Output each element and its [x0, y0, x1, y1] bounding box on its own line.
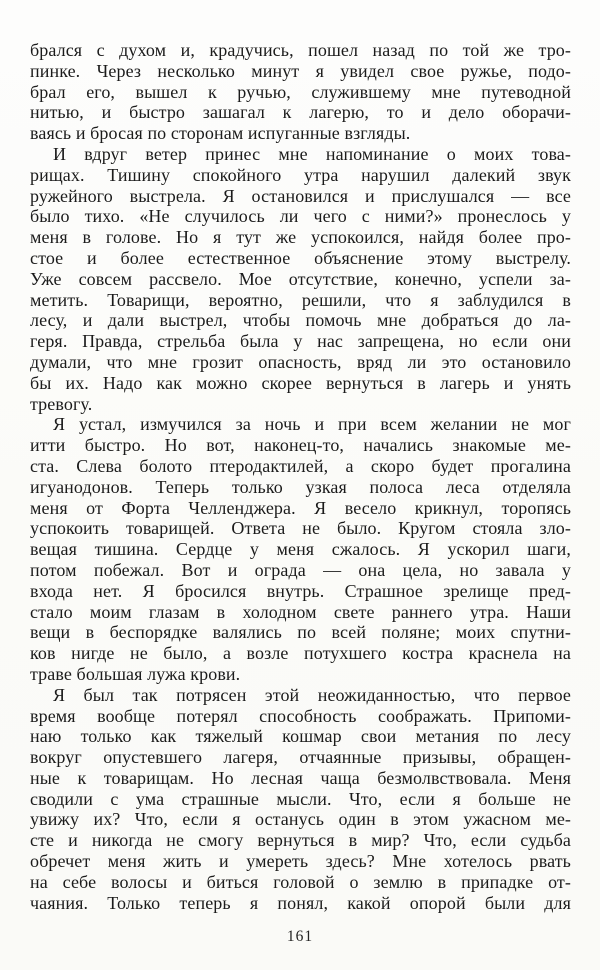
text-line: входа нет. Я бросился внутрь. Страшное зрелище пред-	[30, 580, 571, 601]
text-line: было тихо. «Не случилось ли чего с ними?» пронеслось у	[30, 206, 571, 227]
text-line: вокруг опустевшего лагеря, отчаянные призывы, обращен-	[30, 747, 571, 768]
text-line: ков нигде не было, а возле потухшего костра краснела на	[30, 643, 571, 664]
text-line: пинке. Через несколько минут я увидел свое ружье, подо-	[30, 60, 571, 81]
text-line: игуанодонов. Теперь только узкая полоса леса отделяла	[30, 476, 571, 497]
text-line: наю только как тяжелый кошмар свои метания по лесу	[30, 726, 571, 747]
text-line: брал его, вышел к ручью, служившему мне путеводной	[30, 81, 571, 102]
text-line: стое и более естественное объяснение этому выстрелу.	[30, 247, 571, 268]
text-line: И вдруг ветер принес мне напоминание о моих това-	[53, 143, 571, 164]
text-line: тревогу.	[30, 393, 93, 414]
text-line: ружейного выстрела. Я остановился и прислушался — все	[30, 185, 571, 206]
text-line: вещи в беспорядке валялись по всей поляне; моих спутни-	[30, 622, 571, 643]
text-line: лесу, и дали выстрел, чтобы помочь мне добраться до ла-	[30, 310, 571, 331]
text-line: Я был так потрясен этой неожиданностью, что первое	[53, 684, 571, 705]
text-block	[30, 40, 571, 913]
text-line: брался с духом и, крадучись, пошел назад по той же тро-	[30, 40, 571, 60]
text-line: Уже совсем рассвело. Мое отсутствие, конечно, успели за-	[30, 268, 571, 289]
text-line: успокоить товарищей. Ответа не было. Кругом стояла зло-	[30, 518, 571, 539]
text-line: траве большая лужа крови.	[30, 663, 241, 684]
text-line: вещая тишина. Сердце у меня сжалось. Я ускорил шаги,	[30, 539, 571, 560]
text-line: ста. Слева болото птеродактилей, а скоро будет прогалина	[30, 455, 571, 476]
text-line: нитью, и быстро зашагал к лагерю, то и дело оборачи-	[30, 102, 571, 123]
text-line: бы их. Надо как можно скорее вернуться в лагерь и унять	[30, 372, 571, 393]
text-line: Я устал, измучился за ночь и при всем желании не мог	[53, 414, 571, 435]
text-line: ные к товарищам. Но лесная чаща безмолвствовала. Меня	[30, 767, 571, 788]
text-line: стало моим глазам в холодном свете раннего утра. Наши	[30, 601, 571, 622]
text-line: чаяния. Только теперь я понял, какой опорой были для	[30, 892, 571, 913]
text-line: меня от Форта Челленджера. Я весело крикнул, торопясь	[30, 497, 571, 518]
text-line: ваясь и бросая по сторонам испуганные взгляды.	[30, 123, 411, 144]
text-line: метить. Товарищи, вероятно, решили, что я заблудился в	[30, 289, 571, 310]
text-line: геря. Правда, стрельба была у нас запрещена, но если они	[30, 331, 571, 352]
page-number: 161	[286, 928, 314, 945]
text-line: обречет меня жить и умереть здесь? Мне хотелось рвать	[30, 851, 571, 872]
text-line: меня в голове. Но я тут же успокоился, найдя более про-	[30, 227, 571, 248]
text-line: время вообще потерял способность соображать. Припоми-	[30, 705, 571, 726]
text-line: итти быстро. Но вот, наконец-то, начались знакомые ме-	[30, 435, 571, 456]
text-line: рищах. Тишину спокойного утра нарушил далекий звук	[30, 164, 571, 185]
text-line: на себе волосы и биться головой о землю в припадке от-	[30, 871, 571, 892]
text-line: потом побежал. Вот и ограда — она цела, но завала у	[30, 559, 571, 580]
text-line: сводили с ума страшные мысли. Что, если я больше не	[30, 788, 571, 809]
text-line: думали, что мне грозит опасность, вряд ли это остановило	[30, 351, 571, 372]
text-line: сте и никогда не смогу вернуться в мир? Что, если судьба	[30, 830, 571, 851]
text-line: увижу их? Что, если я останусь один в этом ужасном ме-	[30, 809, 571, 830]
